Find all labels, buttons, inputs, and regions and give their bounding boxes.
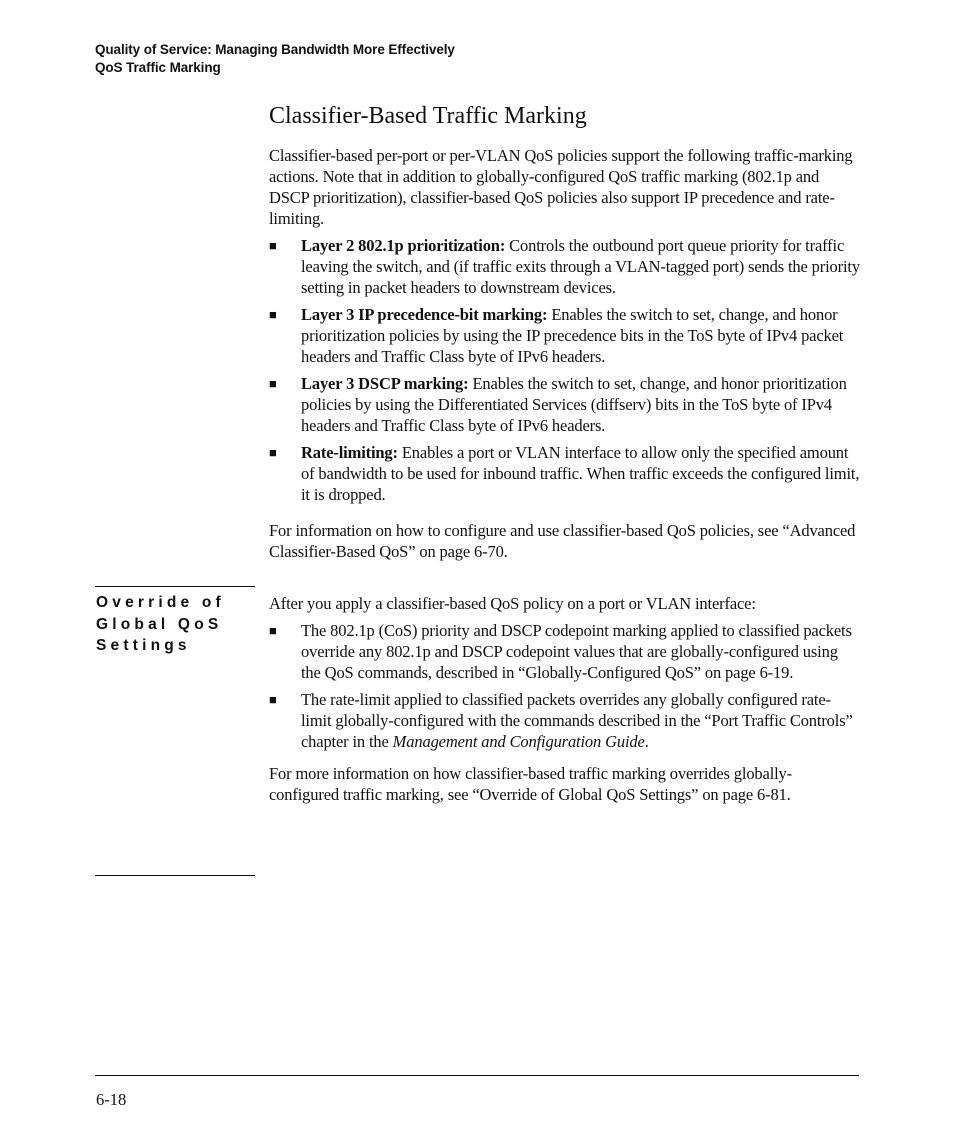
bullet-icon: ■ [269, 238, 277, 253]
list-item [269, 304, 861, 367]
list-item [269, 689, 861, 752]
marking-actions-list [269, 235, 861, 505]
running-header [95, 41, 455, 77]
list-item [269, 442, 861, 505]
bullet-text: Enables a port or VLAN interface to allow only the specified amount of bandwidth to be used for inbound traffic. When traffic exceeds the configured limit, it is dropped. [301, 443, 860, 504]
bullet-text: Controls the outbound port queue priority for traffic leaving the switch, and (if traffic exits through a VLAN-tagged port) sends the priority setting in packet headers to downstream devices. [301, 236, 860, 297]
bullet-text: The 802.1p (CoS) priority and DSCP codepoint marking applied to classified packets override any 802.1p and DSCP codepoint values that are globally-configured using the QoS commands, described in “Globally-Configured QoS” on page 6-19. [301, 621, 852, 682]
list-item [269, 235, 861, 298]
list-item [269, 373, 861, 436]
intro-paragraph: After you apply a classifier-based QoS policy on a port or VLAN interface: [269, 594, 756, 613]
side-heading-line: Override of [96, 594, 225, 611]
bullet-term: Rate-limiting: [301, 443, 398, 462]
bullet-icon: ■ [269, 692, 277, 707]
bullet-icon: ■ [269, 623, 277, 638]
bullet-icon: ■ [269, 307, 277, 322]
page-number: 6-18 [96, 1090, 127, 1109]
bullet-text: The rate-limit applied to classified packets overrides any globally configured rate-limit globally-configured with the commands described in the “Port Traffic Controls” chapter in the [301, 690, 853, 751]
section-override-body [269, 593, 861, 805]
bullet-term: Layer 3 DSCP marking: [301, 374, 469, 393]
side-heading-bottom-rule [95, 875, 255, 876]
bullet-icon: ■ [269, 376, 277, 391]
bullet-term: Layer 3 IP precedence-bit marking: [301, 305, 548, 324]
closing-paragraph: For information on how to configure and use classifier-based QoS policies, see “Advanced Classifier-Based QoS” on page 6-70. [269, 521, 856, 561]
closing-paragraph: For more information on how classifier-based traffic marking overrides globally-configured traffic marking, see “Override of Global QoS Settings” on page 6-81. [269, 764, 793, 804]
footer-rule [95, 1075, 859, 1076]
section-title: Classifier-Based Traffic Marking [269, 103, 587, 129]
chapter-title: Quality of Service: Managing Bandwidth More Effectively [95, 42, 455, 57]
bullet-icon: ■ [269, 445, 277, 460]
section-classifier-marking-body [269, 145, 861, 562]
bullet-text: Enables the switch to set, change, and honor prioritization policies by using the Differentiated Services (diffserv) bits in the ToS byte of IPv4 headers and Traffic Class byte of IPv6 headers. [301, 374, 847, 435]
side-heading-line: Global QoS [96, 615, 223, 633]
section-subtitle: QoS Traffic Marking [95, 60, 221, 75]
side-heading [96, 592, 256, 657]
list-item [269, 620, 861, 683]
bullet-term: Layer 2 802.1p prioritization: [301, 236, 506, 255]
guide-title: Management and Configuration Guide [392, 732, 645, 751]
bullet-text: Enables the switch to set, change, and honor prioritization policies by using the IP precedence bits in the ToS byte of IPv4 packet headers and Traffic Class byte of IPv6 headers. [301, 305, 844, 366]
bullet-text-end: . [644, 732, 649, 751]
override-list [269, 620, 861, 752]
side-heading-top-rule [95, 586, 255, 587]
intro-paragraph: Classifier-based per-port or per-VLAN QoS policies support the following traffic-marking actions. Note that in addition to globally-configured QoS traffic marking (802.1p and DSCP prioritization), classifier-based QoS policies also support IP precedence and rate-limiting. [269, 146, 853, 228]
side-heading-line: Settings [96, 637, 191, 654]
